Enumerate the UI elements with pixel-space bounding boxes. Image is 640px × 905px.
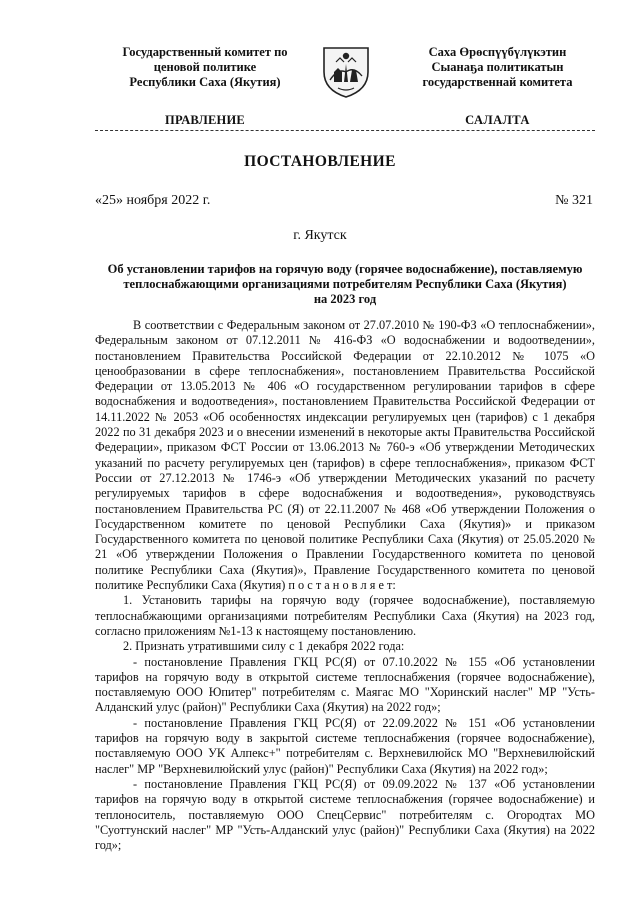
- header-right-org: [395, 45, 600, 90]
- resolution-item-1: 1. Установить тарифы на горячую воду (горячее водоснабжение), поставляемую теплоснабжающими организациями потребителям Республики Саха (Якутия) на 2023 год, согласно приложениям №1-13 к настоящему постановлению.: [95, 593, 595, 638]
- header-left-subtitle: ПРАВЛЕНИЕ: [165, 113, 245, 127]
- document-date: «25» ноября 2022 г.: [95, 193, 211, 208]
- document-city: г. Якутск: [293, 228, 347, 243]
- subject-line-1: Об установлении тарифов на горячую воду (горячее водоснабжение), поставляемую: [107, 262, 583, 276]
- document-body: [95, 318, 595, 853]
- header-left-line-1: Государственный комитет по: [122, 45, 288, 59]
- subject-line-3: на 2023 год: [313, 292, 377, 306]
- subject-line-2: теплоснабжающими организациями потребителям Республики Саха (Якутия): [123, 277, 567, 291]
- header-left-org: [100, 45, 310, 90]
- preamble-paragraph: В соответствии с Федеральным законом от 27.07.2010 № 190-ФЗ «О теплоснабжении», Федеральным законом от 07.12.2011 № 416-ФЗ «О водоснабжении и водоотведении», постановлением Правительства Российской Федерации от 22.10.2012 № 1075 «О ценообразовании в сфере теплоснабжения», постановлением Правительства Российской Федерации от 13.05.2013 № 406 «О государственном регулировании тарифов в сфере водоснабжения и водоотведения», постановлением Правительства Российской Федерации от 14.11.2022 № 2053 «Об особенностях индексации регулируемых цен (тарифов) с 1 декабря 2022 по 31 декабря 2023 и о внесении изменений в некоторые акты Правительства Российской Федерации», приказом ФСТ России от 13.06.2013 № 760-э «Об утверждении Методических указаний по расчету регулируемых цен (тарифов) в сфере теплоснабжения», приказом ФСТ России от 27.12.2013 № 1746-э «Об утверждении Методических указаний по расчету регулируемых тарифов в сфере водоснабжения и водоотведения», руководствуясь постановлением Правительства РС (Я) от 22.11.2007 № 468 «Об утверждении Положения о Государственном комитете по ценовой Республики Саха (Якутия)» и приказом Государственного комитета по ценовой политике Республики Саха (Якутия) от 25.05.2020 № 21 «Об утверждении Положения о Правлении Государственного комитета по ценовой политике Республики Саха (Якутия)», Правление Государственного комитета по ценовой политике Республики Саха (Якутия) п о с т а н о в л я е т:: [95, 318, 595, 593]
- header-right-line-2: Сыанаҕа политикатын: [431, 60, 564, 74]
- document-title: ПОСТАНОВЛЕНИЕ: [244, 153, 396, 170]
- document-subject: [95, 262, 595, 307]
- header-divider: [95, 130, 595, 131]
- header-right-subtitle: САЛАЛТА: [465, 113, 530, 127]
- header-right-line-3: государственнай комитета: [422, 75, 573, 89]
- header-left-line-3: Республики Саха (Якутия): [129, 75, 281, 89]
- repealed-act-2: - постановление Правления ГКЦ РС(Я) от 22.09.2022 № 151 «Об установлении тарифов на горячую воду в закрытой системе теплоснабжения (горячее водоснабжение), поставляемую ООО УК Алпекс+" потребителям с. Верхневилюйск МО "Верхневилюйский наслег" МР "Верхневилюйский улус (район)" Республики Саха (Якутия) на 2022 год»;: [95, 715, 595, 776]
- repealed-act-3: - постановление Правления ГКЦ РС(Я) от 09.09.2022 № 137 «Об установлении тарифов на горячую воду в открытой системе теплоснабжения (горячее водоснабжение) и теплоноситель, поставляемую ООО СпецСервис" потребителям с. Огородтах МО "Суоттунский наслег" МР "Усть-Алданский улус (район)" Республики Саха (Якутия) на 2022 год»;: [95, 776, 595, 853]
- header-left-line-2: ценовой политике: [153, 60, 257, 74]
- document-number: № 321: [555, 193, 593, 208]
- header-right-line-1: Саха Өрөспүүбүлүкэтин: [428, 45, 567, 59]
- repealed-act-1: - постановление Правления ГКЦ РС(Я) от 07.10.2022 № 155 «Об установлении тарифов на горячую воду в открытой системе теплоснабжения (горячее водоснабжение), поставляемую ООО Юпитер" потребителям с. Маягас МО "Хоринский наслег" МР "Усть-Алданский улус (район)" Республики Саха (Якутия) на 2022 год»;: [95, 654, 595, 715]
- resolution-item-2: 2. Признать утратившими силу с 1 декабря 2022 года:: [123, 639, 405, 654]
- coat-of-arms-icon: [316, 42, 376, 100]
